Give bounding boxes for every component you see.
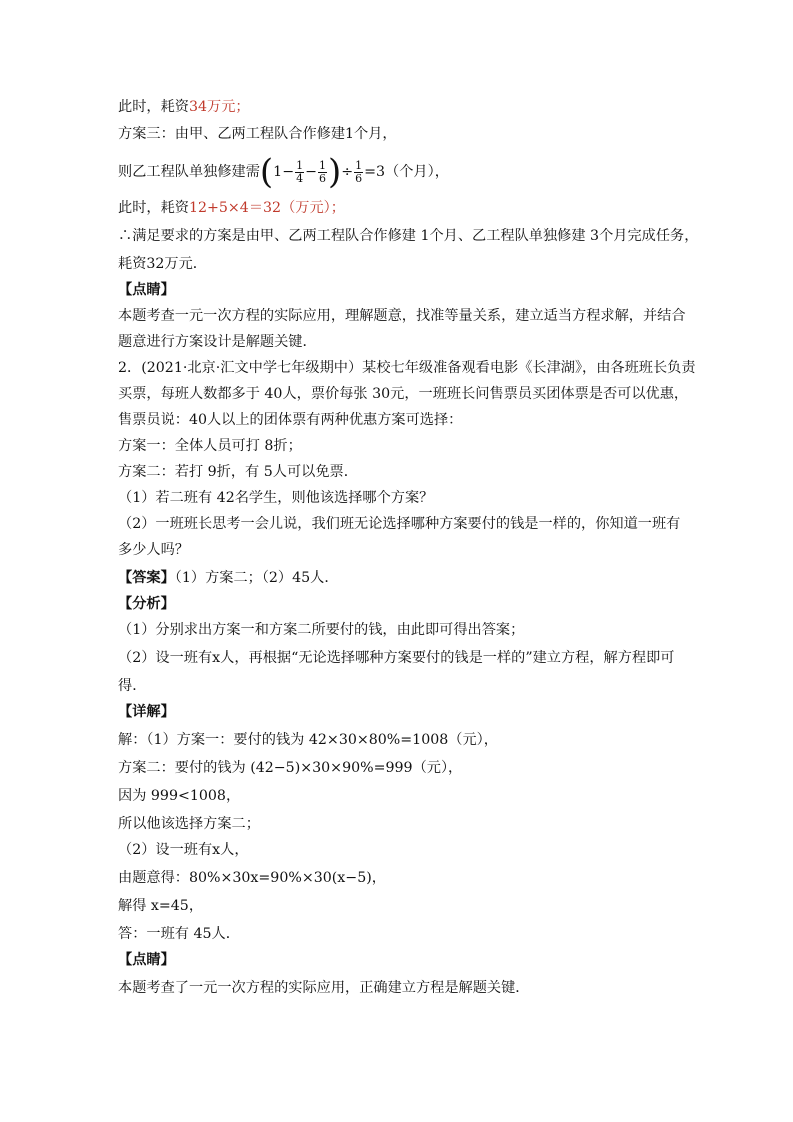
line-plan-three (118, 124, 397, 144)
text: 此时，耗资 (118, 200, 189, 216)
fraction-sixth (318, 160, 327, 185)
divide-sign: ÷ (341, 164, 354, 180)
fraction-quarter (295, 160, 304, 185)
conclusion-line: 耗资32万元． (118, 256, 207, 272)
right-paren: ) (327, 152, 342, 192)
comment-line: 题意进行方案设计是解题关键． (118, 334, 317, 350)
text: 则乙工程队单独修建需 (118, 164, 260, 180)
text: 1个月， (345, 126, 397, 142)
solution-line: 方案二：要付的钱为 (42−5)×30×90%=999（元）， (118, 760, 463, 776)
cost-calc: 12+5×4＝32（万元）； (188, 200, 345, 216)
line-cost-34 (118, 97, 250, 117)
solution-line: 答：一班有 45人． (118, 926, 240, 942)
text: 方案三：由甲、乙两工程队合作修建 (118, 126, 346, 142)
analysis-line: （1）分别求出方案一和方案二所要付的钱，由此即可得出答案； (118, 622, 525, 638)
question-line: 买票，每班人数都多于 40人，票价每张 30元，一班班长问售票员买团体票是否可以优惠， (118, 386, 689, 402)
option-line: 方案一：全体人员可打 8折； (118, 438, 302, 454)
line-formula (118, 154, 449, 190)
solution-line: 所以他该选择方案二； (118, 816, 260, 832)
numerator: 1 (318, 158, 326, 172)
solution-line: 由题意得：80%×30x=90%×30(x−5)， (118, 870, 386, 886)
cost-value: 34万元； (188, 99, 250, 115)
subquestion-line: 多少人吗？ (118, 542, 189, 558)
question-line: 售票员说：40人以上的团体票有两种优惠方案可选择： (118, 412, 463, 428)
analysis-line: 得． (118, 678, 147, 694)
section-heading: 【点睛】 (118, 952, 175, 968)
answer-label: 【答案】 (118, 570, 175, 586)
numerator: 1 (296, 158, 304, 172)
section-heading: 【分析】 (118, 596, 175, 612)
subquestion-line: （2）一班班长思考一会儿说，我们班无论选择哪种方案要付的钱是一样的，你知道一班有 (118, 516, 681, 532)
text: 此时，耗资 (118, 99, 189, 115)
denominator: 6 (355, 171, 363, 185)
analysis-line: （2）设一班有x人，再根据“无论选择哪种方案要付的钱是一样的”建立方程，解方程即可 (118, 650, 675, 666)
line-cost-32 (118, 198, 345, 218)
formula-result: =3（个月）， (364, 164, 449, 180)
section-heading: 【详解】 (118, 704, 175, 720)
minus-sign: − (282, 164, 295, 180)
solution-line: 因为 999<1008， (118, 788, 241, 804)
section-heading: 【点睛】 (118, 282, 175, 298)
solution-line: （2）设一班有x人， (118, 842, 249, 858)
option-line: 方案二：若打 9折，有 5人可以免票． (118, 464, 358, 480)
minus-sign: − (305, 164, 317, 180)
answer-line (118, 568, 339, 588)
solution-line: 解：（1）方案一：要付的钱为 42×30×80%=1008（元）， (118, 732, 498, 748)
denominator: 4 (296, 171, 304, 185)
fraction-sixth (354, 160, 363, 185)
comment-line: 本题考查一元一次方程的实际应用，理解题意，找准等量关系，建立适当方程求解，并结合 (118, 308, 686, 324)
question-line: 2．(2021·北京·汇文中学七年级期中）某校七年级准备观看电影《长津湖》，由各班班长负责 (118, 360, 696, 376)
numerator: 1 (355, 158, 363, 172)
comment-line: 本题考查了一元一次方程的实际应用，正确建立方程是解题关键． (118, 980, 530, 996)
conclusion-line: ∴满足要求的方案是由甲、乙两工程队合作修建 1个月、乙工程队单独修建 3个月完成任务， (118, 228, 699, 244)
formula-one: 1 (273, 164, 283, 180)
denominator: 6 (318, 171, 326, 185)
left-paren: ( (259, 152, 274, 192)
answer-text: （1）方案二；（2）45人． (174, 570, 339, 586)
subquestion-line: （1）若二班有 42名学生，则他该选择哪个方案？ (118, 490, 434, 506)
solution-line: 解得 x=45， (118, 898, 204, 914)
